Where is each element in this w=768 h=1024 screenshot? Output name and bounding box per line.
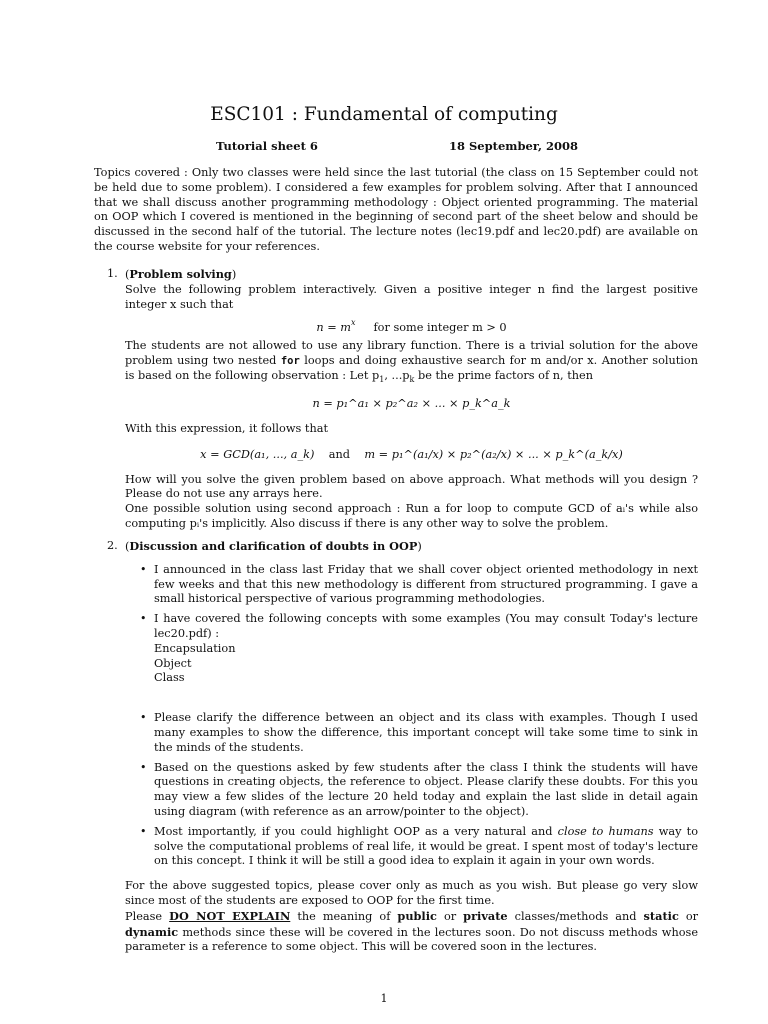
- problem-statement: Solve the following problem interactively. Given a positive integer n find the largest positive integer x such that: [125, 282, 698, 311]
- concept-item: Encapsulation: [154, 641, 236, 655]
- tutorial-sheet-label: Tutorial sheet 6: [216, 139, 318, 153]
- question-paragraph: How will you solve the given problem based on above approach. What methods will you design ? Please do not use any arrays here.: [125, 472, 698, 501]
- section-heading: (Problem solving): [125, 267, 237, 281]
- bullet-icon: •: [140, 760, 147, 774]
- observation-paragraph: The students are not allowed to use any library function. There is a trivial solution for the above problem using two nested for loops and doing exhaustive search for m and/or x. Another solution is based on the following observation : Let $p_1$, $...p_k$ be the prime factors of n, then: [125, 339, 698, 384]
- closing-paragraph-2: Please DO NOT EXPLAIN the meaning of public or private classes/methods and static or dynamic methods since these will be covered in the lectures soon. Do not discuss methods whose parameter is a reference to some object. This will be covered soon in the lectures.: [125, 908, 699, 954]
- solution-hint-paragraph: One possible solution using second approach : Run a for loop to compute GCD of aᵢ's while also computing pᵢ's implicitly. Also discuss if there is any other way to solve the problem.: [125, 502, 698, 530]
- bullet-item: • Based on the questions asked by few students after the class I think the students will have questions in creating objects, the reference to object. Please clarify these doubts. For this you may view a few slides of the lecture 20 held today and explain the last slide in detail again using diagram (with reference as an arrow/pointer to the object).: [140, 760, 698, 818]
- bullet-item: • I announced in the class last Friday that we shall cover object oriented methodology in next few weeks and that this new methodology is different from structured programming. I gave a small historical perspective of various programming methodologies.: [140, 562, 698, 606]
- expression-intro: With this expression, it follows that: [125, 421, 328, 435]
- code-for: for: [280, 355, 300, 368]
- bullet-item: • Most importantly, if you could highlight OOP as a very natural and close to humans way to solve the computational problems of real life, it would be great. I spent most of today's lecture on this concept. I think it will be still a good idea to explain it again in your own words.: [140, 824, 699, 868]
- closing-paragraph-1: For the above suggested topics, please cover only as much as you wish. But please go very slow since most of the students are exposed to OOP for the first time.: [125, 879, 698, 907]
- equation-1: $n = m^x$ for some integer m > 0: [316, 318, 507, 335]
- section-oop-discussion: [94, 539, 698, 955]
- page-title: ESC101 : Fundamental of computing: [210, 104, 558, 125]
- section-number: 2.: [107, 539, 118, 552]
- bullet-icon: •: [140, 824, 147, 838]
- bullet-icon: •: [140, 562, 147, 576]
- concept-item: Class: [154, 671, 185, 685]
- bullet-icon: •: [140, 612, 147, 626]
- bullet-icon: •: [140, 711, 147, 725]
- equation-3: x = GCD(a₁, ..., a_k) and m = p₁^(a₁/x) × p₂^(a₂/x) × ... × p_k^(a_k/x): [200, 447, 623, 461]
- section-problem-solving: [94, 267, 698, 532]
- section-heading: (Discussion and clarification of doubts in OOP): [125, 539, 422, 553]
- do-not-explain-emphasis: DO NOT EXPLAIN: [169, 908, 291, 923]
- intro-paragraph: Topics covered : Only two classes were held since the last tutorial (the class on 15 September could not be held due to some problem). I considered a few examples for problem solving. After that I announced that we shall discuss another programming methodology : Object oriented programming. The material on OOP which I covered is mentioned in the beginning of second part of the sheet below and should be discussed in the second half of the tutorial. The lecture notes (lec19.pdf and lec20.pdf) are available on the course website for your references.: [94, 166, 698, 253]
- equation-2: n = p₁^a₁ × p₂^a₂ × ... × p_k^a_k: [312, 396, 511, 410]
- bullet-item: • Please clarify the difference between an object and its class with examples. Though I used many examples to show the difference, this important concept will take some time to sink in the minds of the students.: [140, 711, 698, 754]
- page-number: 1: [380, 992, 388, 1005]
- section-number: 1.: [107, 267, 118, 280]
- bullet-item: • I have covered the following concepts with some examples (You may consult Today's lecture lec20.pdf) : Encapsulation Object Class: [140, 612, 698, 685]
- date-label: 18 September, 2008: [449, 139, 579, 153]
- concept-item: Object: [154, 656, 192, 670]
